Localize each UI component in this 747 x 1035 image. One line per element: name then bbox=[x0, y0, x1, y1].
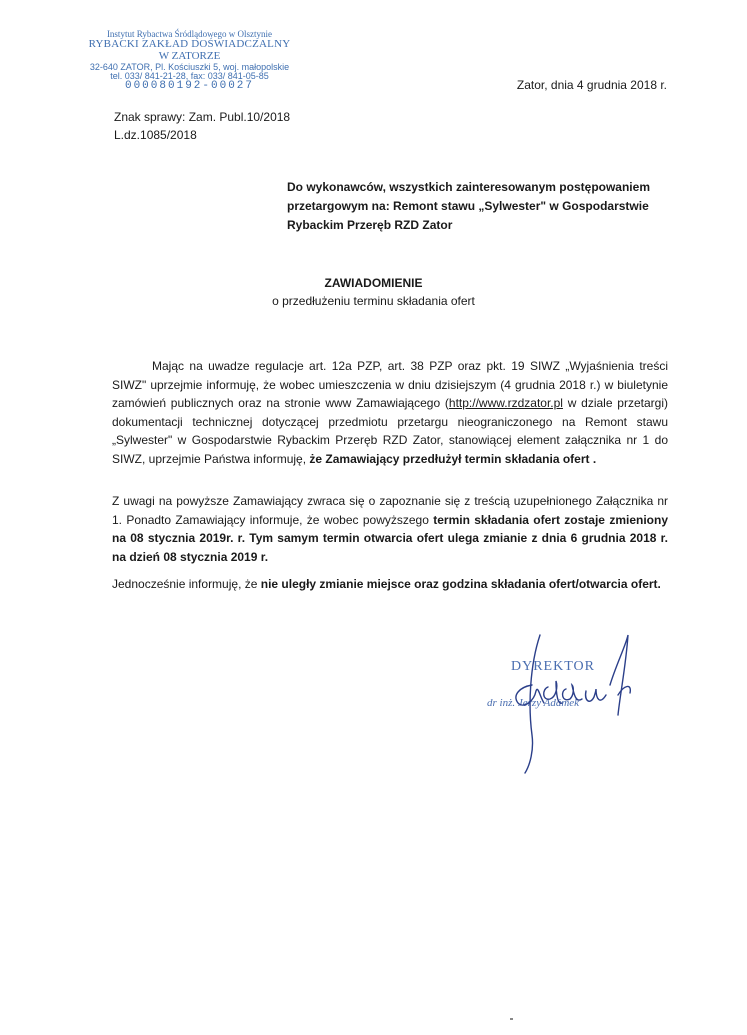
document-title: ZAWIADOMIENIE bbox=[324, 276, 423, 290]
signature-title: DYREKTOR bbox=[511, 659, 595, 674]
paragraph-2-text: Z uwagi na powyższe Zamawiający zwraca się o zapoznanie się z treścią uzupełnionego Załącznika nr 1. Ponadto Zamawiający informuje, że wobec powyższego bbox=[112, 494, 668, 527]
paragraph-2-bold: termin składania ofert zostaje zmieniony na 08 stycznia 2019r. r. Tym samym termin otwarcia ofert ulega zmianie z dnia 6 grudnia 2018 r. na dzień 08 stycznia 2019 r. bbox=[112, 512, 669, 564]
paragraph-1 bbox=[112, 357, 668, 469]
date-line: Zator, dnia 4 grudnia 2018 r. bbox=[516, 78, 667, 92]
signature-name: dr inż. Jerzy Adámek bbox=[487, 697, 580, 709]
paragraph-2 bbox=[112, 492, 668, 566]
addressee: Do wykonawców, wszystkich zainteresowanym postępowaniem przetargowym na: Remont stawu „Sylwester" w Gospodarstwie Rybackim Przeręb RZD Zator bbox=[287, 180, 650, 232]
website-link[interactable]: http://www.rzdzator.pl bbox=[448, 396, 563, 411]
paragraph-1-bold: że Zamawiający przedłużył termin składania ofert . bbox=[309, 451, 597, 466]
document-subtitle: o przedłużeniu terminu składania ofert bbox=[272, 294, 475, 308]
stamp-line-name: RYBACKI ZAKŁAD DOŚWIADCZALNY bbox=[88, 38, 291, 51]
paragraph-3 bbox=[112, 575, 668, 594]
journal-number: L.dz.1085/2018 bbox=[114, 128, 197, 142]
paragraph-1-text-cont: w dziale przetargi) dokumentacji technicznej dotyczącej przedmiotu przetargu nieograniczonego na Remont stawu „Sylwester" w Gospodarstwie Rybackim Przeręb RZD Zator, stanowiącej element załącznika nr 1 do SIWZ, uprzejmie Państwa informuję, bbox=[112, 396, 668, 466]
stamp-line-address: 32-640 ZATOR, Pl. Kościuszki 5, woj. małopolskie bbox=[89, 61, 290, 72]
scan-speck bbox=[510, 1018, 513, 1020]
paragraph-3-text: Jednocześnie informuję, że bbox=[112, 577, 261, 591]
stamp-line-location: W ZATORZE bbox=[158, 49, 221, 62]
paragraph-1-text: Mając na uwadze regulacje art. 12a PZP, art. 38 PZP oraz pkt. 19 SIWZ „Wyjaśnienia treści SIWZ" uprzejmie informuję, że wobec umieszczenia w dniu dzisiejszym (4 grudnia 2018 r.) w biuletynie zamówień publicznych oraz na stronie www Zamawiającego ( bbox=[112, 359, 668, 411]
institution-stamp bbox=[82, 30, 297, 93]
paragraph-3-bold: nie uległy zmianie miejsce oraz godzina składania ofert/otwarcia ofert. bbox=[260, 577, 661, 591]
case-number: Znak sprawy: Zam. Publ.10/2018 bbox=[114, 110, 291, 124]
stamp-line-regon: 000080192-00027 bbox=[124, 80, 255, 93]
handwritten-signature bbox=[470, 625, 670, 775]
stamp-line-institute: Instytut Rybactwa Śródlądowego w Olsztynie bbox=[106, 29, 273, 39]
stamp-line-phone: tel. 033/ 841-21-28, fax: 033/ 841-05-85 bbox=[110, 70, 269, 81]
